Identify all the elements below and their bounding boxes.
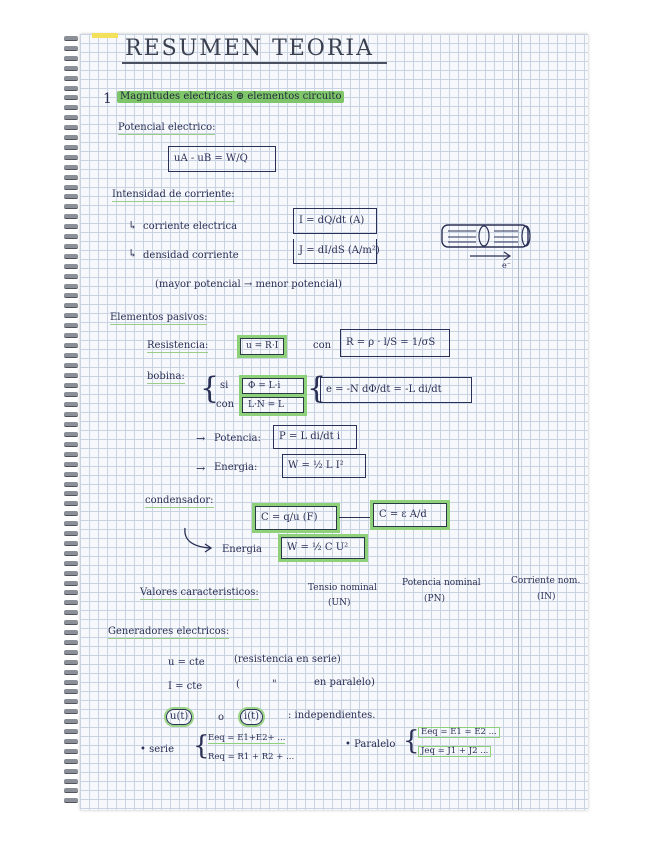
condensador-label: condensador: <box>145 495 214 506</box>
section-number: 1 <box>103 91 112 107</box>
spiral-hole <box>64 36 78 41</box>
energia-formula: W = ½ L I² <box>282 454 366 478</box>
valor-abbr-1: (UN) <box>328 598 351 608</box>
potential-note: (mayor potencial → menor potencial) <box>155 279 342 290</box>
corriente-label: corriente electrica <box>143 221 238 232</box>
spiral-hole <box>64 551 78 556</box>
gen-it: i(t) <box>240 709 263 725</box>
conductor-diagram <box>440 220 535 270</box>
intensidad-label: Intensidad de corriente: <box>112 189 235 200</box>
spiral-hole <box>64 264 78 269</box>
section-heading: Magnitudes electricas ⊕ elementos circuito <box>117 91 344 103</box>
spiral-hole <box>64 373 78 378</box>
spiral-binding <box>60 36 82 810</box>
spiral-hole <box>64 392 78 397</box>
potencia-arrow: → <box>196 432 206 445</box>
cap-formula2: C = ε A/d <box>373 503 447 527</box>
spiral-hole <box>64 343 78 348</box>
densidad-formula: J = dI/dS (A/m²) <box>293 239 377 264</box>
spiral-hole <box>64 353 78 358</box>
branch-arrow-2: ↳ <box>128 247 138 260</box>
valor-name-1: Tensio nominal <box>308 583 377 593</box>
serie-label: • serie <box>140 744 175 755</box>
spiral-hole <box>64 759 78 764</box>
spiral-hole <box>64 402 78 407</box>
spiral-hole <box>64 383 78 388</box>
spiral-hole <box>64 86 78 91</box>
gen-ut: u(t) <box>166 709 192 725</box>
spiral-hole <box>64 204 78 209</box>
spiral-hole <box>64 313 78 318</box>
si-label: si <box>220 380 229 391</box>
valor-abbr-2: (PN) <box>424 594 445 604</box>
spiral-hole <box>64 788 78 793</box>
paralelo-label: • Paralelo <box>345 739 396 750</box>
gen-o: o <box>218 712 225 723</box>
spiral-hole <box>64 729 78 734</box>
spiral-hole <box>64 214 78 219</box>
emf-brace: { <box>307 371 327 406</box>
serie-brace: { <box>193 731 210 761</box>
spiral-hole <box>64 442 78 447</box>
spiral-hole <box>64 135 78 140</box>
con2-label: con <box>216 399 235 410</box>
spiral-hole <box>64 769 78 774</box>
spiral-hole <box>64 254 78 259</box>
spiral-hole <box>64 175 78 180</box>
spiral-hole <box>64 650 78 655</box>
gen-indep: : independientes. <box>288 710 376 721</box>
spiral-hole <box>64 422 78 427</box>
valores-label: Valores caracteristicos: <box>140 587 259 598</box>
spiral-hole <box>64 640 78 645</box>
spiral-hole <box>64 501 78 506</box>
paralelo-brace: { <box>403 726 420 756</box>
densidad-label: densidad corriente <box>143 250 239 261</box>
valor-name-2: Potencia nominal <box>402 578 481 588</box>
spiral-hole <box>64 620 78 625</box>
spiral-hole <box>64 284 78 289</box>
spiral-hole <box>64 719 78 724</box>
spiral-hole <box>64 600 78 605</box>
gen-line1-note: (resistencia en serie) <box>234 654 341 665</box>
cap-branch-arrow <box>182 526 216 554</box>
spiral-hole <box>64 363 78 368</box>
spiral-hole <box>64 590 78 595</box>
electron-label: e⁻ <box>502 261 511 270</box>
spiral-hole <box>64 155 78 160</box>
ln-formula: L·N = L <box>242 397 304 413</box>
title-underline <box>122 62 387 64</box>
spiral-hole <box>64 709 78 714</box>
spiral-hole <box>64 798 78 803</box>
spiral-hole <box>64 293 78 298</box>
spiral-hole <box>64 432 78 437</box>
yellow-tape <box>92 33 118 38</box>
spiral-hole <box>64 521 78 526</box>
spiral-hole <box>64 680 78 685</box>
spiral-hole <box>64 125 78 130</box>
spiral-hole <box>64 66 78 71</box>
spiral-hole <box>64 670 78 675</box>
spiral-hole <box>64 630 78 635</box>
spiral-hole <box>64 224 78 229</box>
potencia-formula: P = L di/dt i <box>273 425 357 449</box>
spiral-hole <box>64 145 78 150</box>
corriente-formula: I = dQ/dt (A) <box>293 208 377 234</box>
spiral-hole <box>64 303 78 308</box>
potencial-label: Potencial electrico: <box>118 122 216 133</box>
spiral-hole <box>64 412 78 417</box>
spiral-hole <box>64 571 78 576</box>
gen-line1-formula: u = cte <box>168 657 205 668</box>
valor-name-3: Corriente nom. <box>511 576 581 586</box>
bobina-label: bobina: <box>147 371 185 382</box>
con-label: con <box>313 340 332 351</box>
cap-energia-label: Energia <box>222 544 262 555</box>
emf-formula: e = -N dΦ/dt = -L di/dt <box>320 377 472 403</box>
spiral-hole <box>64 46 78 51</box>
page-title: RESUMEN TEORIA <box>125 36 374 61</box>
spiral-hole <box>64 779 78 784</box>
spiral-hole <box>64 472 78 477</box>
potencia-label: Potencia: <box>214 433 261 444</box>
resistencia-label: Resistencia: <box>147 340 209 351</box>
gen-line2-formula: I = cte <box>168 681 203 692</box>
energia-label: Energia: <box>214 462 258 473</box>
spiral-hole <box>64 333 78 338</box>
generadores-label: Generadores electricos: <box>108 626 230 637</box>
spiral-hole <box>64 56 78 61</box>
spiral-hole <box>64 541 78 546</box>
spiral-hole <box>64 76 78 81</box>
spiral-hole <box>64 185 78 190</box>
cap-formula: C = q/u (F) <box>255 506 337 530</box>
spiral-hole <box>64 244 78 249</box>
gen-line2-note: en paralelo) <box>314 677 375 688</box>
serie-eq2: Req = R1 + R2 + ... <box>208 752 295 762</box>
spiral-hole <box>64 165 78 170</box>
spiral-hole <box>64 452 78 457</box>
spiral-hole <box>64 561 78 566</box>
spiral-hole <box>64 689 78 694</box>
spiral-hole <box>64 95 78 100</box>
cap-energia-formula: W = ½ C U² <box>281 537 365 559</box>
spiral-hole <box>64 699 78 704</box>
gen-line2-quote: " <box>272 679 277 690</box>
notebook-page <box>80 34 588 810</box>
spiral-hole <box>64 194 78 199</box>
pasivos-label: Elementos pasivos: <box>110 312 208 323</box>
spiral-hole <box>64 115 78 120</box>
serie-eq1: Eeq = E1+E2+ ... <box>208 733 286 743</box>
spiral-hole <box>64 749 78 754</box>
valor-abbr-3: (IN) <box>537 592 556 602</box>
energia-arrow: → <box>196 462 206 475</box>
spiral-hole <box>64 274 78 279</box>
spiral-hole <box>64 491 78 496</box>
spiral-hole <box>64 531 78 536</box>
spiral-hole <box>64 739 78 744</box>
phi-formula: Φ = L·i <box>242 378 304 394</box>
spiral-hole <box>64 610 78 615</box>
paralelo-eq1: Eeq = E1 = E2 ... <box>418 727 500 738</box>
spiral-hole <box>64 581 78 586</box>
spiral-hole <box>64 511 78 516</box>
spiral-hole <box>64 660 78 665</box>
spiral-hole <box>64 462 78 467</box>
cap-link <box>339 517 373 518</box>
spiral-hole <box>64 482 78 487</box>
spiral-hole <box>64 105 78 110</box>
potencial-formula: uA - uB = W/Q <box>168 146 276 172</box>
branch-arrow-1: ↳ <box>128 219 138 232</box>
resistencia-formula: u = R·I <box>240 338 284 355</box>
paralelo-eq2: Jeq = J1 + J2 ... <box>418 746 491 757</box>
resistencia-def: R = ρ · l/S = 1/σS <box>340 329 450 357</box>
spiral-hole <box>64 234 78 239</box>
margin-line <box>518 34 519 810</box>
gen-line2-open: ( <box>236 679 240 690</box>
spiral-hole <box>64 323 78 328</box>
bobina-brace: { <box>200 371 220 406</box>
